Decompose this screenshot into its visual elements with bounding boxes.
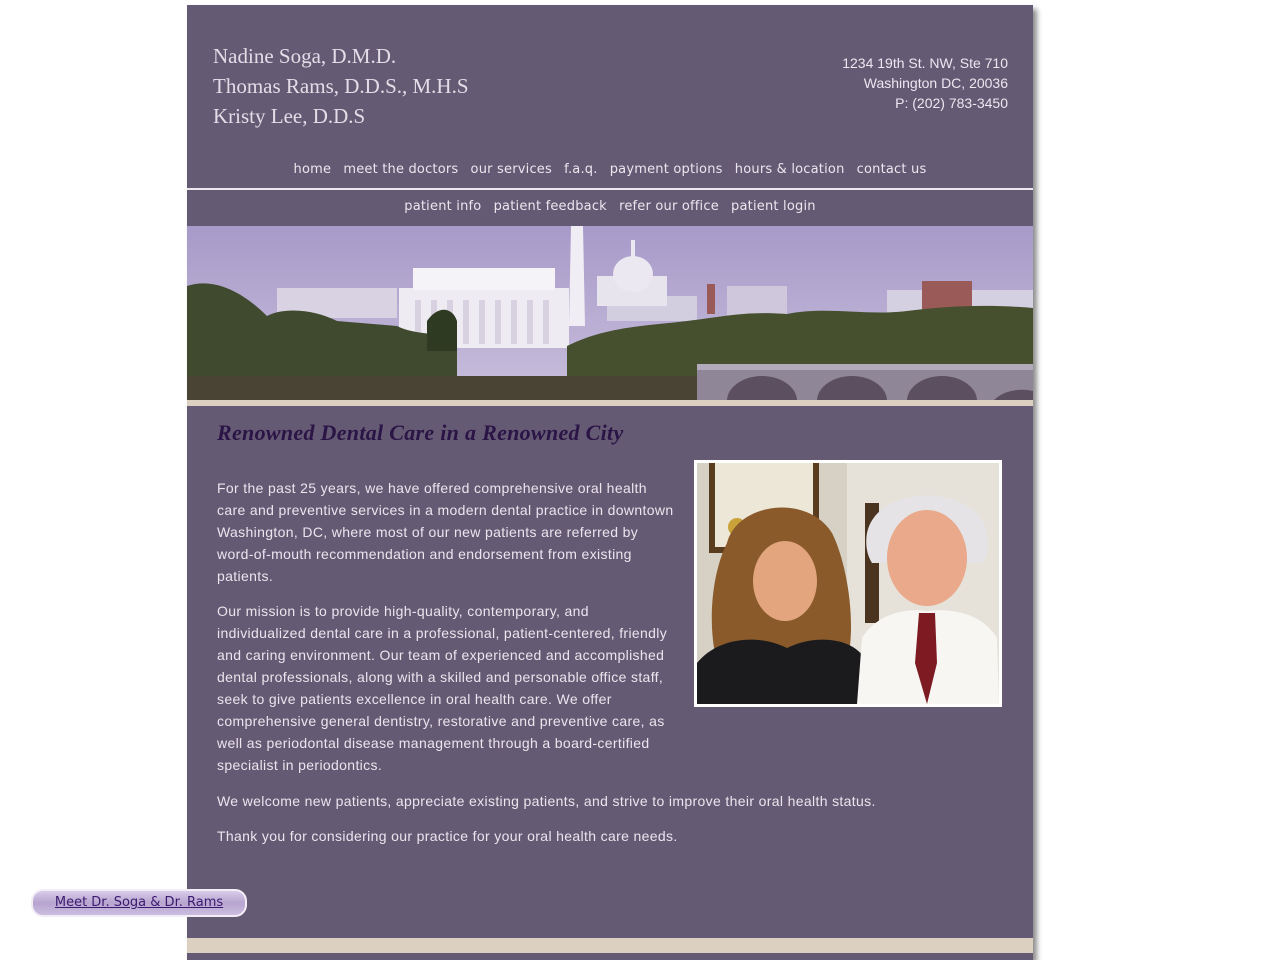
office-address: [842, 53, 1008, 113]
main-content: [217, 420, 1007, 844]
nav-faq[interactable]: f.a.q.: [564, 162, 598, 177]
thank-you-paragraph: Thank you for considering our practice for your oral health care needs.: [217, 828, 678, 844]
secondary-nav: [187, 199, 1033, 214]
primary-nav: [187, 162, 1033, 177]
nav-patient-feedback[interactable]: patient feedback: [493, 199, 607, 214]
nav-refer-our-office[interactable]: refer our office: [619, 199, 719, 214]
address-phone: P: (202) 783-3450: [895, 95, 1008, 111]
doctor-name: Kristy Lee, D.D.S: [213, 104, 366, 128]
washington-skyline-image: [187, 226, 1033, 401]
intro-paragraph: For the past 25 years, we have offered comprehensive oral health care and preventive services in a modern dental practice in downtown Washington, DC, where most of our new patients are referred by word-of-mouth recommendation and endorsement from existing patients.: [217, 480, 674, 584]
nav-home[interactable]: home: [293, 162, 332, 177]
nav-our-services[interactable]: our services: [470, 162, 552, 177]
nav-meet-the-doctors[interactable]: meet the doctors: [343, 162, 459, 177]
welcome-paragraph: We welcome new patients, appreciate existing patients, and strive to improve their oral health status.: [217, 793, 876, 809]
nav-payment-options[interactable]: payment options: [609, 162, 723, 177]
nav-hours-location[interactable]: hours & location: [734, 162, 845, 177]
footer-strip: [187, 938, 1033, 953]
nav-divider: [187, 188, 1033, 190]
page-headline: Renowned Dental Care in a Renowned City: [217, 420, 624, 445]
skyline-banner: [187, 226, 1033, 401]
doctor-name: Nadine Soga, D.M.D.: [213, 44, 397, 68]
page-container: [187, 5, 1033, 960]
address-city: Washington DC, 20036: [863, 75, 1008, 91]
mission-paragraph: Our mission is to provide high-quality, contemporary, and individualized dental care in a professional, patient-centered, friendly and caring environment. Our team of experienced and accomplished dental professionals, along with a skilled and personable office staff, seek to give patients excellence in oral health care. We offer comprehensive general dentistry, restorative and preventive care, as well as periodontal disease management through a board-certified specialist in periodontics.: [217, 603, 668, 773]
doctor-name: Thomas Rams, D.D.S., M.H.S: [213, 74, 469, 98]
doctors-photo: [694, 460, 1002, 707]
nav-patient-login[interactable]: patient login: [731, 199, 816, 214]
banner-bottom-strip: [187, 400, 1033, 406]
address-street: 1234 19th St. NW, Ste 710: [842, 55, 1008, 71]
site-header: [187, 5, 1033, 188]
meet-doctors-button[interactable]: Meet Dr. Soga & Dr. Rams: [31, 889, 247, 917]
doctor-names: [213, 41, 469, 131]
nav-patient-info[interactable]: patient info: [404, 199, 482, 214]
nav-contact-us[interactable]: contact us: [856, 162, 927, 177]
